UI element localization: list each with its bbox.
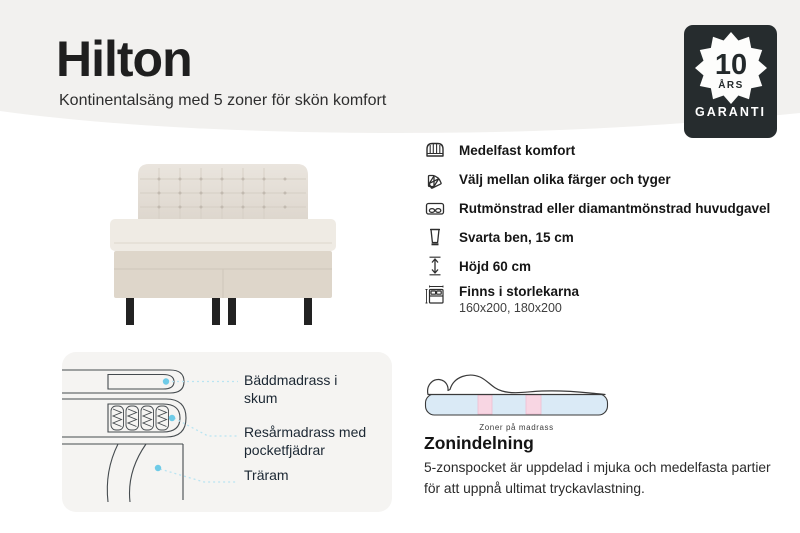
mattress-icon (424, 139, 446, 161)
fabric-swatches-icon (424, 168, 446, 190)
headboard-buttons (148, 172, 298, 215)
feature-label: Medelfast komfort (459, 142, 576, 158)
feature-label: Svarta ben, 15 cm (459, 229, 574, 245)
bed-product-image (88, 148, 358, 335)
height-arrow-icon (424, 255, 446, 277)
page-subtitle: Kontinentalsäng med 5 zoner för skön komfort (59, 92, 387, 109)
feature-row (424, 255, 770, 277)
bed-leg-icon (424, 226, 446, 248)
feature-label: Höjd 60 cm (459, 258, 532, 274)
callout-dot-springmattress (169, 415, 175, 421)
soft-zone-stripe (478, 395, 492, 414)
cross-section-card (62, 352, 392, 512)
feature-label: Välj mellan olika färger och tyger (459, 171, 671, 187)
page-title: Hilton (56, 31, 192, 87)
zone-diagram-caption: Zoner på madrass (479, 423, 554, 432)
callout-label-frame: Träram (244, 467, 289, 483)
bed-illustration (88, 148, 358, 330)
sleeper-zones-illustration (424, 363, 609, 417)
feature-row (424, 139, 770, 161)
warranty-years-unit: ÅRS (717, 80, 744, 91)
soft-zone-stripe (526, 395, 541, 414)
callout-label-topper: Bäddmadrass i skum (244, 372, 338, 407)
sleeping-person-outline (428, 375, 605, 394)
feature-list (424, 139, 770, 315)
feature-row (424, 284, 770, 315)
feature-row (424, 197, 770, 219)
feature-row (424, 168, 770, 190)
zone-section-description: 5-zonspocket är uppdelad i mjuka och medelfasta partier för att uppnå ultimat tryckavlastning. (424, 460, 771, 496)
warranty-label: GARANTI (695, 105, 766, 119)
bed-sizes-icon (424, 284, 446, 306)
feature-label: Rutmönstrad eller diamantmönstrad huvudgavel (459, 200, 771, 216)
callout-dot-topmattress (163, 378, 169, 384)
starburst-icon (692, 29, 770, 107)
feature-row (424, 226, 770, 248)
callout-label-springs: Resårmadrass med pocketfjädrar (244, 424, 367, 459)
bed-leg (126, 298, 134, 325)
feature-label: Finns i storlekarna (459, 284, 580, 299)
zone-diagram (424, 363, 609, 432)
zone-section-heading: Zonindelning (424, 433, 534, 453)
headboard-icon (424, 197, 446, 219)
feature-sizes: 160x200, 180x200 (459, 301, 562, 315)
bed-leg (304, 298, 312, 325)
bed-mattress (110, 219, 336, 251)
bed-leg (212, 298, 220, 325)
callout-dot-frame (155, 465, 161, 471)
warranty-years: 10 (714, 49, 747, 81)
bed-leg (228, 298, 236, 325)
warranty-badge (684, 25, 777, 138)
